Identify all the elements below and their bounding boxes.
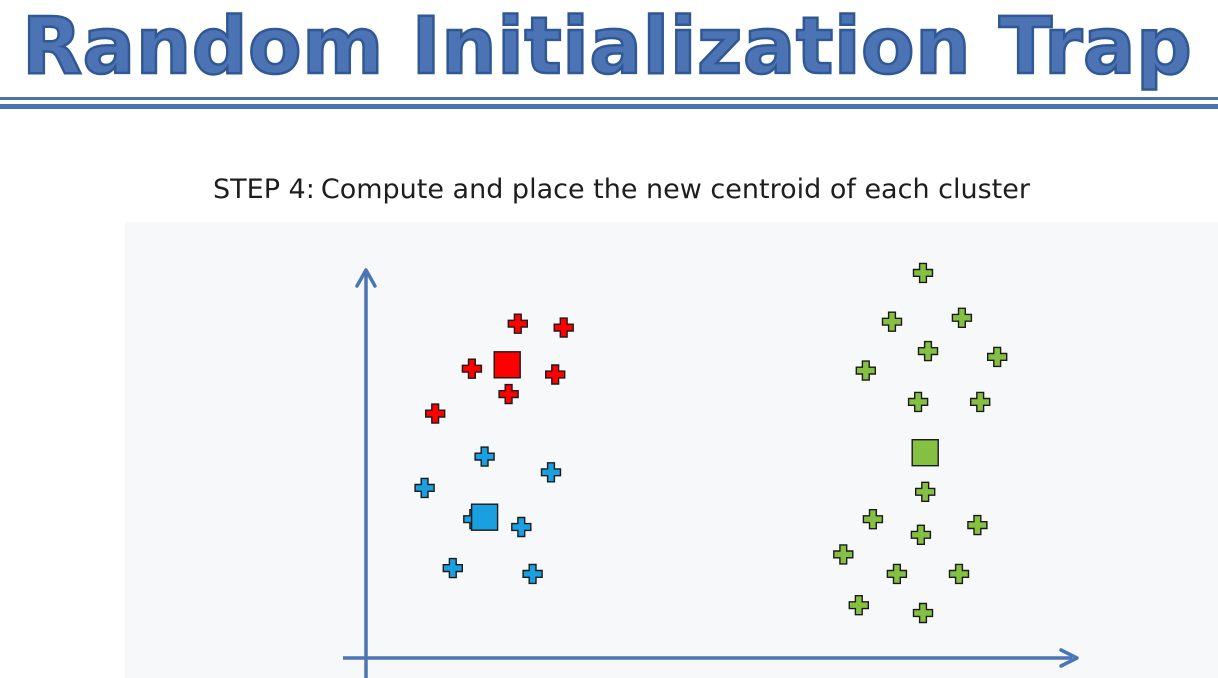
green-data-point: [856, 361, 875, 380]
green-data-point: [834, 545, 853, 564]
blue-data-point: [512, 518, 531, 537]
green-data-point: [919, 342, 938, 361]
step-label: STEP 4: [213, 174, 306, 205]
green-data-point: [887, 564, 906, 583]
step-text: Compute and place the new centroid of each cluster: [320, 174, 1030, 205]
red-data-point: [554, 318, 573, 337]
blue-data-point: [475, 447, 494, 466]
green-data-point: [916, 482, 935, 501]
green-data-point: [883, 312, 902, 331]
green-data-point: [863, 510, 882, 529]
green-data-point: [911, 525, 930, 544]
blue-data-point: [443, 559, 462, 578]
red-data-point: [546, 365, 565, 384]
green-data-point: [988, 347, 1007, 366]
blue-data-point: [542, 463, 561, 482]
data-marks: [415, 263, 1007, 622]
green-centroid: [912, 440, 938, 466]
green-data-point: [971, 392, 990, 411]
green-data-point: [950, 564, 969, 583]
green-data-point: [914, 604, 933, 623]
green-data-point: [849, 596, 868, 615]
green-data-point: [952, 308, 971, 327]
blue-centroid: [472, 504, 498, 530]
step-separator: :: [305, 174, 315, 205]
red-data-point: [462, 359, 481, 378]
red-centroid: [494, 352, 520, 378]
green-data-point: [909, 392, 928, 411]
slide-title: Random Initialization Trap: [22, 2, 1193, 92]
green-data-point: [914, 263, 933, 282]
green-data-point: [968, 516, 987, 535]
red-data-point: [499, 385, 518, 404]
red-data-point: [508, 314, 527, 333]
blue-data-point: [415, 478, 434, 497]
blue-data-point: [523, 564, 542, 583]
axes: [343, 270, 1077, 678]
red-data-point: [426, 404, 445, 423]
